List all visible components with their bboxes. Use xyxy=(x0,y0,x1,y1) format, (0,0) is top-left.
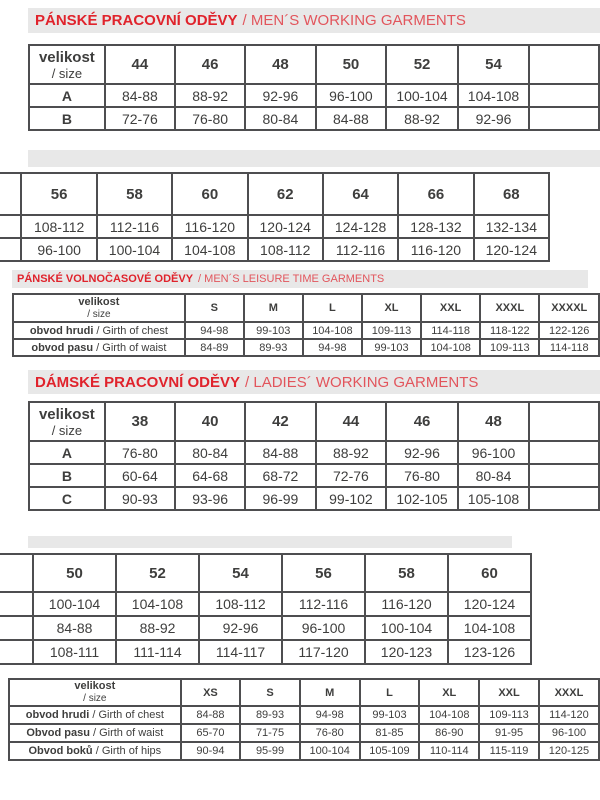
size-column-header: 68 xyxy=(474,173,549,215)
section-title-english: / LADIES´ WORKING GARMENTS xyxy=(245,373,479,391)
measurement-value-cell: 100-104 xyxy=(33,592,116,616)
measurement-value-cell: 84-88 xyxy=(181,706,241,724)
corner-label-czech: velikost xyxy=(38,405,95,423)
measure-label-czech: obvod hrudi xyxy=(29,324,94,337)
measurement-row xyxy=(0,616,531,640)
measurement-row xyxy=(0,215,549,238)
measurement-value-cell: 123-126 xyxy=(448,640,531,664)
size-column-header: XXL xyxy=(421,294,480,322)
size-column-header: 38 xyxy=(105,402,175,441)
measurement-value-cell: 114-117 xyxy=(199,640,282,664)
measurement-value-cell: 116-120 xyxy=(398,238,473,261)
size-column-header: S xyxy=(185,294,244,322)
measurement-value-cell: 100-104 xyxy=(365,616,448,640)
measurement-value-cell: 84-88 xyxy=(316,107,387,130)
measurement-value-cell: 86-90 xyxy=(419,724,479,742)
size-column-header: M xyxy=(300,679,360,706)
section-title-english: / MEN´S WORKING GARMENTS xyxy=(242,12,466,29)
measurement-value-cell: 109-113 xyxy=(362,322,421,339)
size-column-header: 54 xyxy=(199,554,282,592)
measurement-value-cell: 120-123 xyxy=(365,640,448,664)
size-column-header: L xyxy=(360,679,420,706)
measurement-value-cell: 88-92 xyxy=(386,107,457,130)
measurement-value-cell: 68-72 xyxy=(245,464,315,487)
size-header-row xyxy=(13,294,599,322)
row-label-cell xyxy=(13,322,185,339)
size-column-header: 66 xyxy=(398,173,473,215)
size-column-header: 40 xyxy=(175,402,245,441)
cut-off-cell xyxy=(529,441,599,464)
measurement-row xyxy=(9,742,599,760)
measurement-value-cell: 109-113 xyxy=(480,339,539,356)
measurement-value-cell: 104-108 xyxy=(421,339,480,356)
mens-leisure-measurements-table xyxy=(12,293,600,357)
size-column-header: XL xyxy=(419,679,479,706)
measurement-value-cell: 112-116 xyxy=(323,238,398,261)
size-column-header: 64 xyxy=(323,173,398,215)
cut-off-cell xyxy=(529,487,599,510)
measurement-value-cell: 76-80 xyxy=(300,724,360,742)
measurement-value-cell: 108-111 xyxy=(33,640,116,664)
measurement-value-cell: 124-128 xyxy=(323,215,398,238)
size-column-header: 58 xyxy=(365,554,448,592)
measure-label-czech: obvod pasu xyxy=(31,341,94,354)
corner-label-czech: velikost xyxy=(78,295,120,308)
size-column-header: 56 xyxy=(282,554,365,592)
measurement-value-cell: 104-108 xyxy=(419,706,479,724)
measurement-value-cell: 100-104 xyxy=(386,84,457,107)
size-column-header: 46 xyxy=(175,45,245,84)
measurement-value-cell: 96-100 xyxy=(282,616,365,640)
size-column-header: M xyxy=(244,294,303,322)
measurement-row xyxy=(29,464,599,487)
size-column-header: 50 xyxy=(316,45,387,84)
size-column-header: S xyxy=(240,679,300,706)
size-header-row xyxy=(0,173,549,215)
section-divider-band xyxy=(28,536,512,548)
section-title-mens-leisure xyxy=(12,270,588,288)
size-header-row xyxy=(0,554,531,592)
cut-off-cell xyxy=(529,402,599,441)
section-divider-band xyxy=(28,150,600,167)
corner-label-english: / size xyxy=(51,65,83,81)
size-column-header: 50 xyxy=(33,554,116,592)
measurement-value-cell: 96-99 xyxy=(245,487,315,510)
size-column-header: XXXXL xyxy=(539,294,599,322)
row-label-cell xyxy=(13,339,185,356)
cut-off-cell xyxy=(0,215,21,238)
section-title-czech: PÁNSKÉ VOLNOČASOVÉ ODĚVY xyxy=(17,273,194,285)
measurement-row xyxy=(9,724,599,742)
size-header-row xyxy=(29,402,599,441)
size-corner-cell xyxy=(29,402,105,441)
mens-working-sizes-56-68-table xyxy=(0,172,550,262)
size-column-header: 46 xyxy=(386,402,457,441)
measurement-value-cell: 105-109 xyxy=(360,742,420,760)
cut-off-cell xyxy=(0,592,33,616)
measurement-value-cell: 76-80 xyxy=(386,464,457,487)
ladies-working-sizes-50-60-table xyxy=(0,553,532,665)
measurement-value-cell: 114-118 xyxy=(539,339,599,356)
cut-off-cell xyxy=(0,554,33,592)
measurement-value-cell: 81-85 xyxy=(360,724,420,742)
size-column-header: 54 xyxy=(458,45,529,84)
size-column-header: XXL xyxy=(479,679,539,706)
measurement-value-cell: 71-75 xyxy=(240,724,300,742)
size-column-header: XXXL xyxy=(480,294,539,322)
measurement-value-cell: 91-95 xyxy=(479,724,539,742)
measure-label-english: / Girth of chest xyxy=(93,324,168,337)
measurement-value-cell: 120-124 xyxy=(448,592,531,616)
measurement-value-cell: 92-96 xyxy=(458,107,529,130)
row-label-cell: B xyxy=(29,107,105,130)
size-corner-cell xyxy=(13,294,185,322)
size-corner-cell xyxy=(29,45,105,84)
measurement-value-cell: 94-98 xyxy=(303,339,362,356)
measurement-value-cell: 96-100 xyxy=(21,238,96,261)
measurement-value-cell: 108-112 xyxy=(248,238,323,261)
section-title-czech: DÁMSKÉ PRACOVNÍ ODĚVY xyxy=(35,373,241,391)
measurement-value-cell: 104-108 xyxy=(116,592,199,616)
measurement-value-cell: 99-103 xyxy=(362,339,421,356)
size-column-header: 52 xyxy=(116,554,199,592)
measurement-value-cell: 65-70 xyxy=(181,724,241,742)
measurement-value-cell: 128-132 xyxy=(398,215,473,238)
size-column-header: XL xyxy=(362,294,421,322)
measurement-value-cell: 64-68 xyxy=(175,464,245,487)
measurement-value-cell: 110-114 xyxy=(419,742,479,760)
ladies-measurements-table xyxy=(8,678,600,761)
measurement-value-cell: 120-125 xyxy=(539,742,599,760)
measurement-row xyxy=(29,487,599,510)
corner-label-czech: velikost xyxy=(38,48,95,66)
row-label-cell: A xyxy=(29,84,105,107)
corner-label-english: / size xyxy=(83,693,107,704)
section-title-ladies-working xyxy=(28,370,600,394)
measurement-value-cell: 100-104 xyxy=(300,742,360,760)
measurement-value-cell: 132-134 xyxy=(474,215,549,238)
measurement-row xyxy=(13,339,599,356)
measurement-value-cell: 80-84 xyxy=(245,107,315,130)
measurement-value-cell: 99-103 xyxy=(360,706,420,724)
measurement-row xyxy=(0,592,531,616)
measurement-value-cell: 102-105 xyxy=(386,487,457,510)
measurement-value-cell: 89-93 xyxy=(244,339,303,356)
measurement-value-cell: 99-102 xyxy=(316,487,387,510)
size-column-header: 44 xyxy=(316,402,387,441)
measurement-value-cell: 117-120 xyxy=(282,640,365,664)
size-header-row xyxy=(29,45,599,84)
measurement-value-cell: 84-89 xyxy=(185,339,244,356)
ladies-working-sizes-38-48-table xyxy=(28,401,600,511)
section-title-czech: PÁNSKÉ PRACOVNÍ ODĚVY xyxy=(35,12,238,29)
measurement-value-cell: 118-122 xyxy=(480,322,539,339)
cut-off-cell xyxy=(0,173,21,215)
measurement-row xyxy=(29,107,599,130)
measure-label-czech: obvod hrudi xyxy=(25,709,90,721)
row-label-cell xyxy=(9,706,181,724)
size-column-header: L xyxy=(303,294,362,322)
row-label-cell xyxy=(9,742,181,760)
measurement-row xyxy=(29,441,599,464)
measurement-value-cell: 99-103 xyxy=(244,322,303,339)
measurement-value-cell: 88-92 xyxy=(316,441,387,464)
row-label-cell: B xyxy=(29,464,105,487)
measurement-value-cell: 60-64 xyxy=(105,464,175,487)
measurement-value-cell: 84-88 xyxy=(245,441,315,464)
measure-label-czech: Obvod boků xyxy=(28,745,93,757)
cut-off-cell xyxy=(529,107,599,130)
measurement-value-cell: 109-113 xyxy=(479,706,539,724)
row-label-cell: C xyxy=(29,487,105,510)
measurement-value-cell: 112-116 xyxy=(282,592,365,616)
row-label-cell xyxy=(9,724,181,742)
cut-off-cell xyxy=(0,640,33,664)
measurement-row xyxy=(0,238,549,261)
measurement-value-cell: 111-114 xyxy=(116,640,199,664)
size-column-header: 56 xyxy=(21,173,96,215)
measure-label-english: / Girth of waist xyxy=(93,341,167,354)
size-header-row xyxy=(9,679,599,706)
size-column-header: 52 xyxy=(386,45,457,84)
measurement-value-cell: 108-112 xyxy=(21,215,96,238)
measurement-value-cell: 95-99 xyxy=(240,742,300,760)
measure-label-english: / Girth of waist xyxy=(89,727,164,739)
measurement-value-cell: 88-92 xyxy=(175,84,245,107)
measurement-value-cell: 90-93 xyxy=(105,487,175,510)
measurement-value-cell: 89-93 xyxy=(240,706,300,724)
section-title-english: / MEN´S LEISURE TIME GARMENTS xyxy=(198,273,385,285)
size-column-header: XXXL xyxy=(539,679,599,706)
cut-off-cell xyxy=(529,45,599,84)
measurement-value-cell: 116-120 xyxy=(365,592,448,616)
measurement-value-cell: 104-108 xyxy=(458,84,529,107)
measurement-row xyxy=(9,706,599,724)
measurement-value-cell: 112-116 xyxy=(97,215,172,238)
size-column-header: 48 xyxy=(458,402,529,441)
size-column-header: 58 xyxy=(97,173,172,215)
measurement-value-cell: 108-112 xyxy=(199,592,282,616)
measurement-value-cell: 104-108 xyxy=(448,616,531,640)
measurement-value-cell: 93-96 xyxy=(175,487,245,510)
row-label-cell: A xyxy=(29,441,105,464)
measurement-value-cell: 96-100 xyxy=(539,724,599,742)
measurement-value-cell: 120-124 xyxy=(248,215,323,238)
measurement-value-cell: 116-120 xyxy=(172,215,247,238)
measurement-value-cell: 80-84 xyxy=(458,464,529,487)
size-column-header: 42 xyxy=(245,402,315,441)
measurement-row xyxy=(29,84,599,107)
measurement-value-cell: 84-88 xyxy=(33,616,116,640)
measurement-value-cell: 114-118 xyxy=(421,322,480,339)
measurement-value-cell: 72-76 xyxy=(105,107,175,130)
size-column-header: 48 xyxy=(245,45,315,84)
corner-label-english: / size xyxy=(51,422,83,438)
corner-label-czech: velikost xyxy=(74,680,116,692)
corner-label-english: / size xyxy=(87,308,111,320)
section-title-mens-working xyxy=(28,8,600,33)
measurement-value-cell: 72-76 xyxy=(316,464,387,487)
measurement-value-cell: 96-100 xyxy=(316,84,387,107)
measurement-value-cell: 92-96 xyxy=(245,84,315,107)
size-column-header: 44 xyxy=(105,45,175,84)
cut-off-cell xyxy=(529,464,599,487)
measurement-row xyxy=(13,322,599,339)
measurement-value-cell: 84-88 xyxy=(105,84,175,107)
measurement-value-cell: 122-126 xyxy=(539,322,599,339)
measurement-value-cell: 114-120 xyxy=(539,706,599,724)
cut-off-cell xyxy=(529,84,599,107)
measurement-value-cell: 104-108 xyxy=(303,322,362,339)
measurement-value-cell: 88-92 xyxy=(116,616,199,640)
size-column-header: 60 xyxy=(448,554,531,592)
size-corner-cell xyxy=(9,679,181,706)
measurement-row xyxy=(0,640,531,664)
size-column-header: 62 xyxy=(248,173,323,215)
measurement-value-cell: 80-84 xyxy=(175,441,245,464)
measurement-value-cell: 94-98 xyxy=(185,322,244,339)
measurement-value-cell: 76-80 xyxy=(105,441,175,464)
measurement-value-cell: 115-119 xyxy=(479,742,539,760)
measure-label-czech: Obvod pasu xyxy=(26,727,90,739)
measurement-value-cell: 76-80 xyxy=(175,107,245,130)
size-column-header: 60 xyxy=(172,173,247,215)
measurement-value-cell: 100-104 xyxy=(97,238,172,261)
size-column-header: XS xyxy=(181,679,241,706)
mens-working-sizes-44-54-table xyxy=(28,44,600,131)
measurement-value-cell: 92-96 xyxy=(386,441,457,464)
measurement-value-cell: 94-98 xyxy=(300,706,360,724)
measurement-value-cell: 90-94 xyxy=(181,742,241,760)
measurement-value-cell: 92-96 xyxy=(199,616,282,640)
measurement-value-cell: 120-124 xyxy=(474,238,549,261)
measurement-value-cell: 104-108 xyxy=(172,238,247,261)
cut-off-cell xyxy=(0,238,21,261)
cut-off-cell xyxy=(0,616,33,640)
measure-label-english: / Girth of hips xyxy=(92,745,162,757)
measure-label-english: / Girth of chest xyxy=(89,709,164,721)
measurement-value-cell: 96-100 xyxy=(458,441,529,464)
measurement-value-cell: 105-108 xyxy=(458,487,529,510)
